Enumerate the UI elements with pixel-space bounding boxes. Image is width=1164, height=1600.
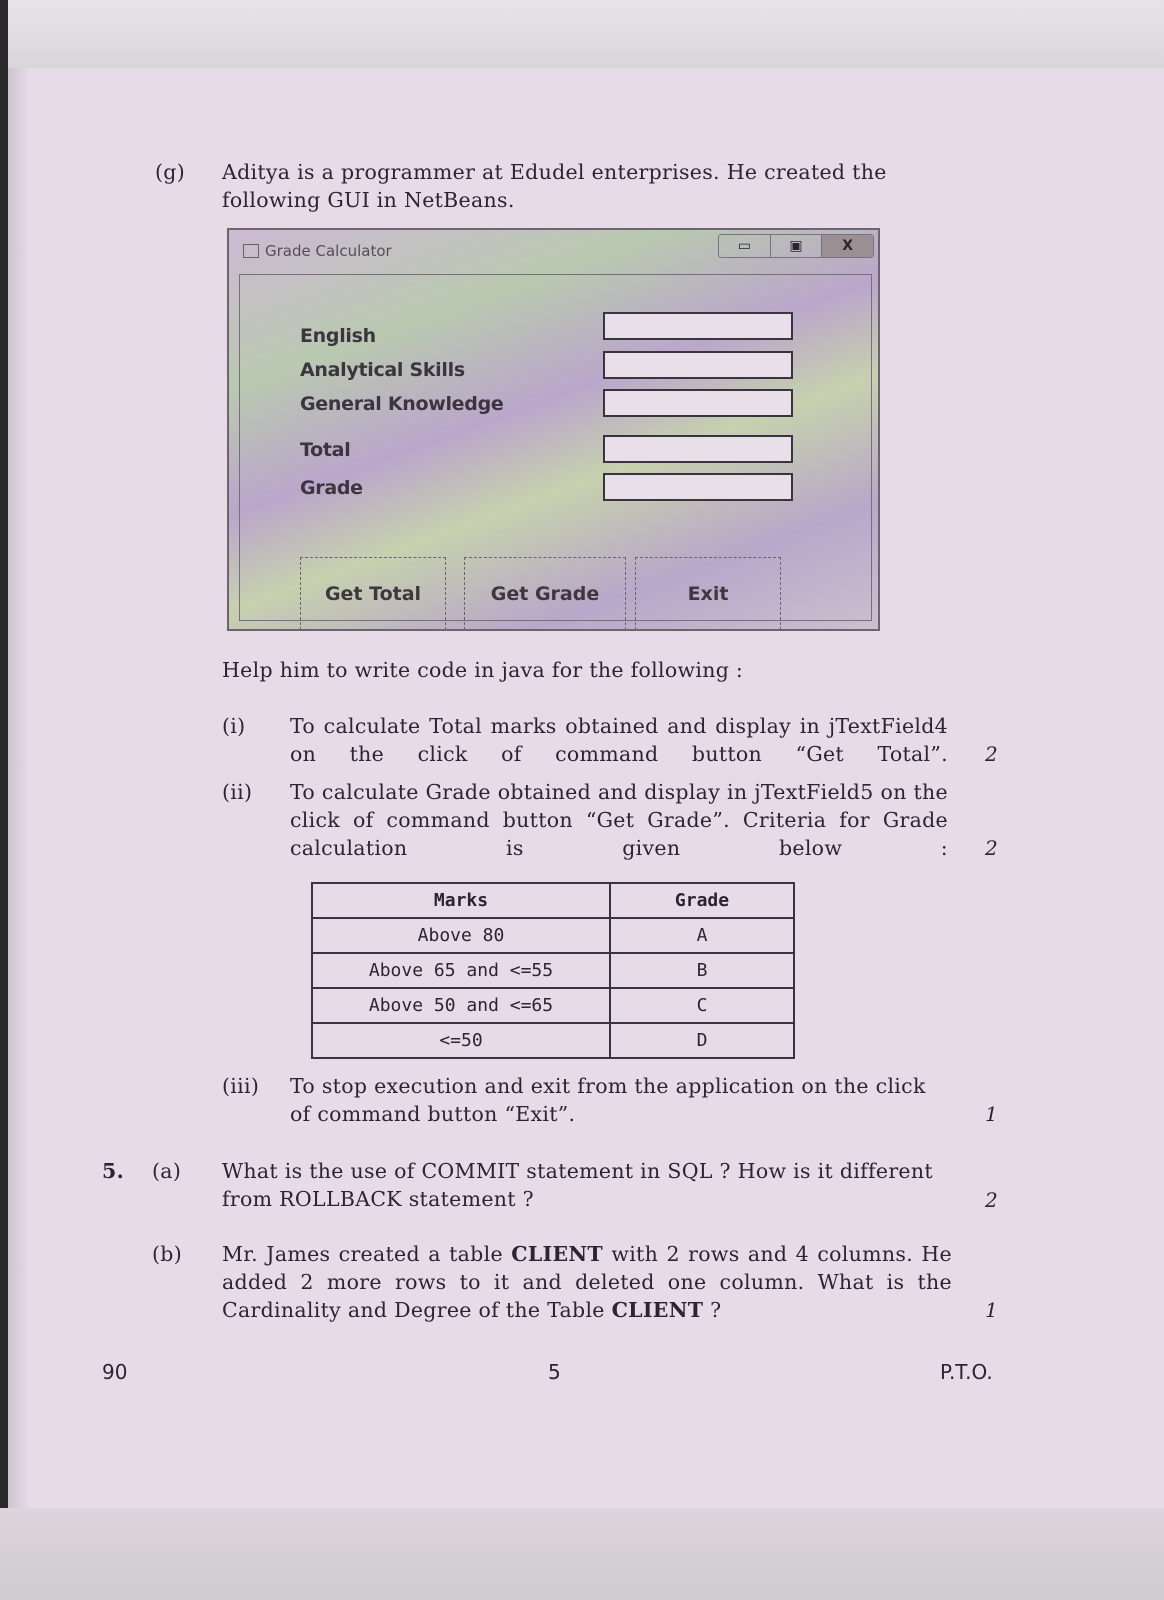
part-number: (ii) (222, 780, 253, 804)
table-header: Marks (312, 883, 610, 918)
text: Mr. James created a table (222, 1242, 512, 1266)
table-row (312, 1023, 794, 1058)
english-field[interactable] (603, 312, 793, 340)
window-controls (718, 234, 874, 258)
grade-field[interactable] (603, 473, 793, 501)
help-text: Help him to write code in java for the following : (222, 658, 744, 682)
part-marks: 1 (985, 1102, 999, 1126)
get-total-button[interactable]: Get Total (300, 557, 446, 630)
paper-code: 90 (102, 1360, 128, 1384)
grade-cell: C (610, 988, 794, 1023)
marks-cell: Above 50 and <=65 (312, 988, 610, 1023)
marks-cell: <=50 (312, 1023, 610, 1058)
table-row (312, 918, 794, 953)
question-marks: 2 (985, 1188, 999, 1212)
general-knowledge-field[interactable] (603, 389, 793, 417)
question-text (222, 1240, 952, 1324)
table-row (312, 953, 794, 988)
question-text: What is the use of COMMIT statement in SQL ? How is it different from ROLLBACK statement ? (222, 1159, 933, 1211)
please-turn-over: P.T.O. (940, 1360, 993, 1384)
general-knowledge-label: General Knowledge (300, 393, 504, 415)
part-number: (iii) (222, 1074, 260, 1098)
marks-cell: Above 80 (312, 918, 610, 953)
question-number: 5. (102, 1159, 125, 1183)
app-icon (243, 244, 259, 258)
marks-cell: Above 65 and <=55 (312, 953, 610, 988)
content-panel (239, 274, 872, 621)
question-marks: 1 (985, 1298, 999, 1322)
scan-top-margin (0, 0, 1164, 68)
part-label: (a) (152, 1159, 182, 1183)
maximize-button[interactable]: ▣ (771, 235, 823, 257)
question-label: (g) (155, 160, 186, 184)
table-name: CLIENT (511, 1242, 603, 1266)
exit-button[interactable]: Exit (635, 557, 781, 630)
scan-bottom-margin (0, 1508, 1164, 1600)
table-name: CLIENT (611, 1298, 704, 1322)
english-label: English (300, 325, 376, 347)
analytical-skills-field[interactable] (603, 351, 793, 379)
part-label: (b) (152, 1242, 183, 1266)
question-intro: Aditya is a programmer at Edudel enterprises. He created the following GUI in NetBeans. (222, 160, 887, 212)
minimize-button[interactable]: ▭ (719, 235, 771, 257)
part-marks: 2 (985, 836, 999, 860)
part-number: (i) (222, 714, 246, 738)
get-grade-button[interactable]: Get Grade (464, 557, 626, 630)
grade-criteria-table (311, 882, 795, 1059)
page-number: 5 (548, 1360, 561, 1384)
table-header: Grade (610, 883, 794, 918)
part-text: To calculate Grade obtained and display in jTextField5 on the click of command button “Get Grade”. Criteria for Grade calculation is given below : (290, 780, 948, 860)
analytical-skills-label: Analytical Skills (300, 359, 465, 381)
part-marks: 2 (985, 742, 999, 766)
total-field[interactable] (603, 435, 793, 463)
table-row (312, 988, 794, 1023)
page-shadow (8, 68, 30, 1508)
part-text: To stop execution and exit from the application on the click of command button “Exit”. (290, 1074, 926, 1126)
part-text: To calculate Total marks obtained and display in jTextField4 on the click of command button “Get Total”. (290, 714, 948, 766)
grade-calculator-window (227, 228, 880, 631)
window-title (243, 242, 392, 260)
scan-left-edge (0, 0, 8, 1600)
window-title-text: Grade Calculator (265, 242, 392, 260)
grade-cell: A (610, 918, 794, 953)
grade-label: Grade (300, 477, 363, 499)
grade-cell: D (610, 1023, 794, 1058)
text: with 2 rows and 4 columns. He added 2 more rows to it and deleted one column. What is the Cardinality and Degree of the Table (222, 1242, 952, 1322)
close-button[interactable]: X (822, 235, 873, 257)
grade-cell: B (610, 953, 794, 988)
text: ? (703, 1298, 722, 1322)
total-label: Total (300, 439, 351, 461)
